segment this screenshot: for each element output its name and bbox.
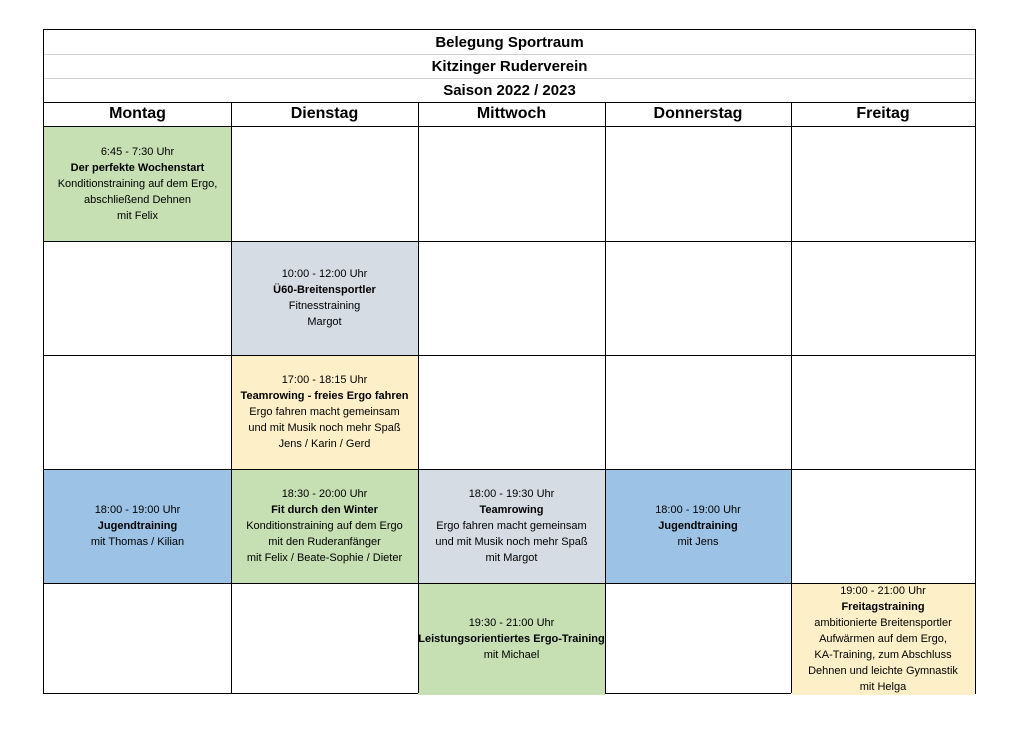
session-time: 17:00 - 18:15 Uhr (281, 374, 368, 386)
session-description: Aufwärmen auf dem Ergo, (819, 633, 947, 645)
session-description: Ergo fahren macht gemeinsam (249, 406, 400, 418)
session-description: und mit Musik noch mehr Spaß (435, 536, 588, 548)
day-header-donnerstag: Donnerstag (653, 105, 743, 122)
schedule-grid (44, 126, 975, 693)
sheet-title: Belegung Sportraum (44, 30, 975, 55)
row-divider (44, 469, 975, 470)
session-time: 18:00 - 19:00 Uhr (655, 504, 741, 516)
row-divider (44, 241, 975, 242)
row-divider (44, 355, 975, 356)
session-thu-evening (605, 469, 791, 583)
session-description: KA-Training, zum Abschluss (814, 649, 952, 661)
session-tue-morning (231, 241, 418, 355)
day-header-mittwoch: Mittwoch (476, 105, 547, 122)
session-trainer: mit Michael (483, 649, 540, 661)
session-description: Ergo fahren macht gemeinsam (436, 520, 587, 532)
session-title: Leistungsorientiertes Ergo-Training (418, 633, 605, 645)
session-tue-evening (231, 469, 418, 583)
session-trainer: Margot (307, 316, 342, 328)
session-time: 19:30 - 21:00 Uhr (468, 617, 555, 629)
column-divider (231, 102, 232, 693)
session-tue-afternoon (231, 355, 418, 469)
session-time: 18:00 - 19:00 Uhr (94, 504, 181, 516)
day-header-row (44, 102, 975, 126)
session-time: 18:00 - 19:30 Uhr (468, 488, 555, 500)
session-description: ambitionierte Breitensportler (814, 617, 952, 629)
column-divider (791, 102, 792, 693)
schedule-sheet (43, 29, 976, 694)
session-time: 6:45 - 7:30 Uhr (100, 146, 175, 158)
session-trainer: mit Margot (485, 552, 538, 564)
session-description: Konditionstraining auf dem Ergo, (57, 178, 218, 190)
session-wed-late (418, 583, 605, 695)
session-title: Freitagstraining (841, 601, 925, 613)
session-mon-evening (44, 469, 231, 583)
session-time: 18:30 - 20:00 Uhr (281, 488, 368, 500)
session-description: Fitnesstraining (288, 300, 361, 312)
session-title: Ü60-Breitensportler (273, 284, 376, 296)
session-wed-evening (418, 469, 605, 583)
session-title: Der perfekte Wochenstart (70, 162, 205, 174)
session-trainer: Jens / Karin / Gerd (278, 438, 371, 450)
session-title: Teamrowing - freies Ergo fahren (240, 390, 409, 402)
session-description: und mit Musik noch mehr Spaß (248, 422, 401, 434)
session-title: Jugendtraining (97, 520, 178, 532)
day-header-dienstag: Dienstag (290, 105, 359, 122)
session-title: Fit durch den Winter (271, 504, 378, 516)
session-time: 19:00 - 21:00 Uhr (840, 585, 926, 597)
session-description: mit den Ruderanfänger (268, 536, 381, 548)
session-trainer: mit Jens (677, 536, 719, 548)
season-label: Saison 2022 / 2023 (44, 78, 975, 103)
session-title: Jugendtraining (658, 520, 738, 532)
column-divider (605, 102, 606, 693)
session-trainer: mit Felix (117, 210, 158, 222)
club-name: Kitzinger Ruderverein (44, 54, 975, 79)
session-description: Dehnen und leichte Gymnastik (808, 665, 958, 677)
session-mon-morning (44, 127, 231, 241)
session-trainer: mit Felix / Beate-Sophie / Dieter (246, 552, 403, 564)
day-header-freitag: Freitag (856, 105, 910, 122)
session-description: abschließend Dehnen (83, 194, 192, 206)
session-description: Konditionstraining auf dem Ergo (246, 520, 403, 532)
session-time: 10:00 - 12:00 Uhr (281, 268, 368, 280)
day-header-montag: Montag (109, 105, 166, 122)
column-divider (418, 102, 419, 693)
row-divider (44, 583, 975, 584)
session-title: Teamrowing (479, 504, 544, 516)
session-trainer: mit Thomas / Kilian (90, 536, 185, 548)
session-trainer: mit Helga (859, 681, 907, 693)
session-fri-late (791, 583, 975, 695)
